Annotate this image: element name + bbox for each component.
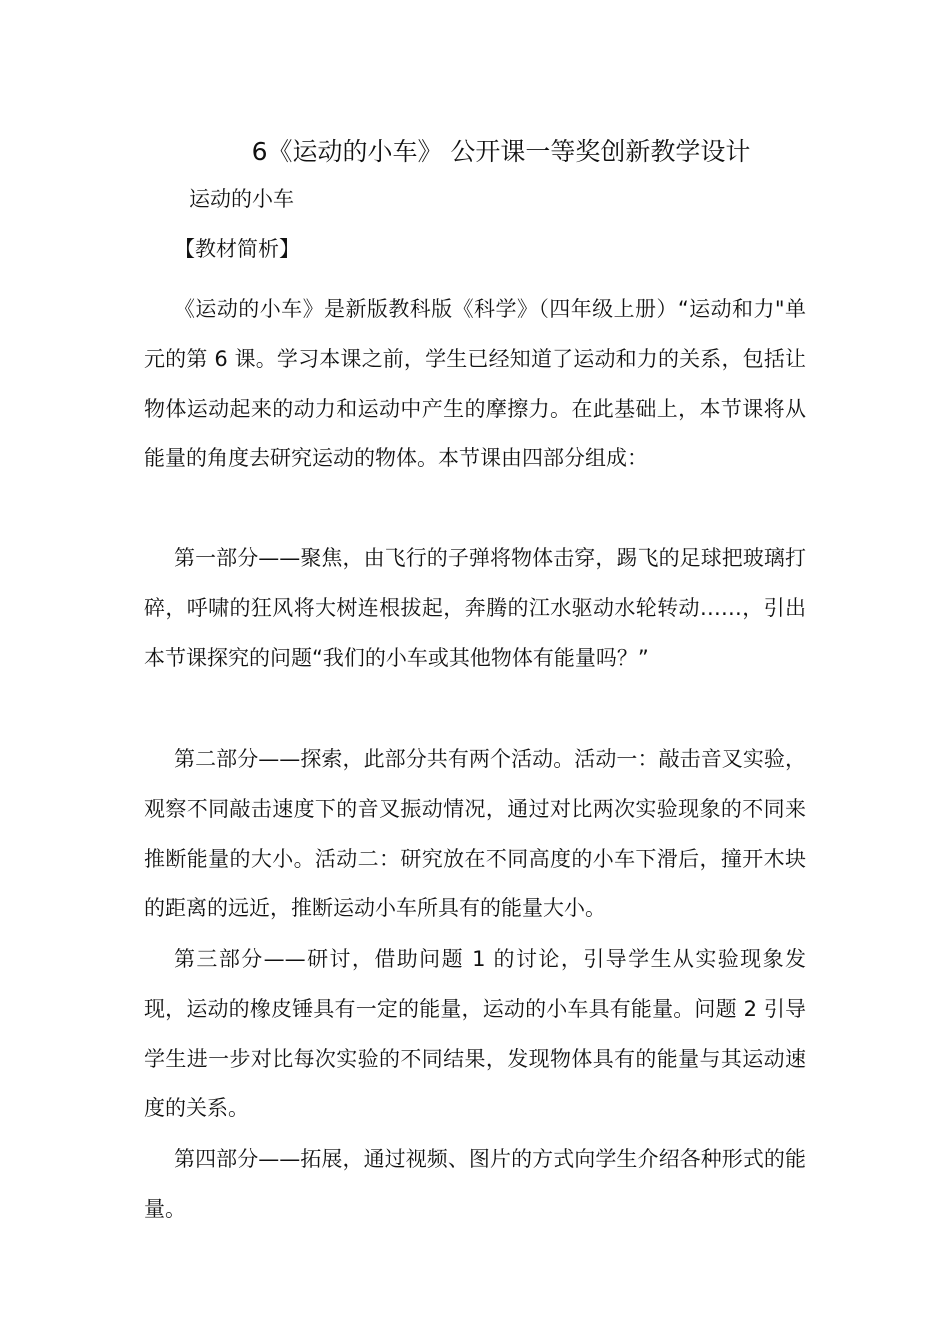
paragraph-block — [144, 534, 806, 683]
paragraph-part-one: 第一部分——聚焦，由飞行的子弹将物体击穿，踢飞的足球把玻璃打碎，呼啸的狂风将大树连根拔起，奔腾的江水驱动水轮转动……，引出本节课探究的问题“我们的小车或其他物体有能量吗？” — [144, 546, 806, 670]
paragraph-block — [144, 1135, 806, 1235]
paragraph-intro: 《运动的小车》是新版教科版《科学》（四年级上册）“运动和力"单元的第 6 课。学习本课之前，学生已经知道了运动和力的关系，包括让物体运动起来的动力和运动中产生的摩擦力。在此基础上，本节课将从能量的角度去研究运动的物体。本节课由四部分组成： — [144, 297, 806, 471]
paragraph-part-two: 第二部分——探索，此部分共有两个活动。活动一：敲击音叉实验，观察不同敲击速度下的音叉振动情况，通过对比两次实验现象的不同来推断能量的大小。活动二：研究放在不同高度的小车下滑后，撞开木块的距离的远近，推断运动小车所具有的能量大小。 — [144, 747, 806, 921]
lesson-name: 运动的小车 — [189, 187, 294, 211]
section-heading: 【教材简析】 — [174, 237, 300, 261]
paragraph-block — [144, 935, 806, 1134]
paragraph-part-three: 第三部分——研讨，借助问题 1 的讨论，引导学生从实验现象发现，运动的橡皮锤具有一定的能量，运动的小车具有能量。问题 2 引导学生进一步对比每次实验的不同结果，发现物体具有的能量与其运动速度的关系。 — [144, 947, 806, 1121]
document-title: 6《运动的小车》 公开课一等奖创新教学设计 — [251, 137, 751, 166]
paragraph-part-four: 第四部分——拓展，通过视频、图片的方式向学生介绍各种形式的能量。 — [144, 1147, 806, 1221]
paragraph-block — [144, 735, 806, 934]
paragraph-block — [144, 285, 806, 484]
